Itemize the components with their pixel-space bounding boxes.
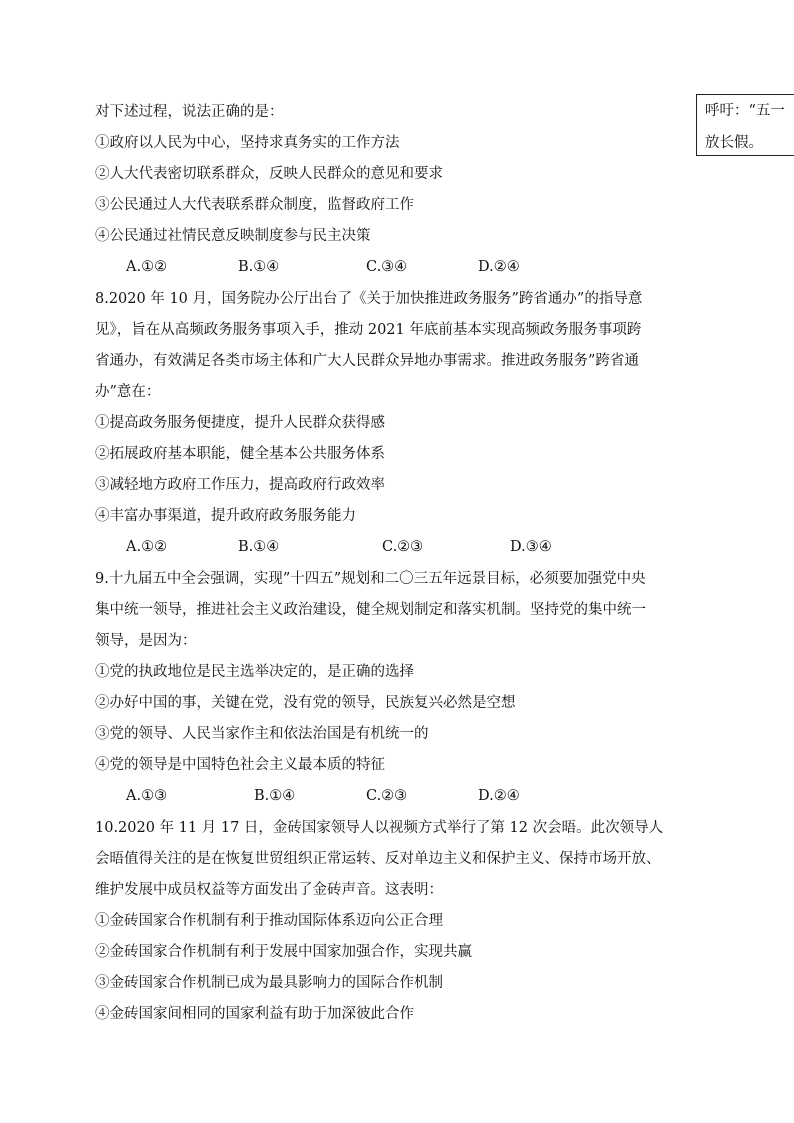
question-10-statement-3: ③金砖国家合作机制已成为最具影响力的国际合作机制 xyxy=(95,975,443,991)
question-7-statement-4: ④公民通过社情民意反映制度参与民主决策 xyxy=(95,228,371,244)
question-8-stem: 见》，旨在从高频政务服务事项入手，推动 2021 年底前基本实现高频政务服务事项跨 xyxy=(95,322,642,338)
question-9-stem: 集中统一领导，推进社会主义政治建设，健全规划制定和落实机制。坚持党的集中统一 xyxy=(95,602,646,618)
question-9-statement-1: ①党的执政地位是民主选举决定的，是正确的选择 xyxy=(95,664,414,680)
question-8-statement-1: ①提高政务服务便捷度，提升人民群众获得感 xyxy=(95,415,385,431)
question-10-statement-1: ①金砖国家合作机制有利于推动国际体系迈向公正合理 xyxy=(95,913,443,929)
sidebar-note-box xyxy=(696,94,794,156)
option-a[interactable]: A.①② xyxy=(126,259,168,275)
question-10-statement-2: ②金砖国家合作机制有利于发展中国家加强合作，实现共赢 xyxy=(95,944,472,960)
question-8-stem: 省通办，有效满足各类市场主体和广大人民群众异地办事需求。推进政务服务”跨省通 xyxy=(95,353,639,369)
question-10-stem: 维护发展中成员权益等方面发出了金砖声音。这表明： xyxy=(95,882,443,898)
question-9-stem: 9.十九届五中全会强调，实现”十四五”规划和二〇三五年远景目标，必须要加强党中央 xyxy=(95,571,646,587)
option-d[interactable]: D.③④ xyxy=(510,539,552,555)
question-8-stem: 办”意在： xyxy=(95,384,161,400)
question-9-statement-3: ③党的领导、人民当家作主和依法治国是有机统一的 xyxy=(95,726,429,742)
option-d[interactable]: D.②④ xyxy=(478,259,520,275)
option-b[interactable]: B.①④ xyxy=(238,539,280,555)
option-b[interactable]: B.①④ xyxy=(254,788,296,804)
question-10-statement-4: ④金砖国家间相同的国家利益有助于加深彼此合作 xyxy=(95,1006,414,1022)
option-c[interactable]: C.②③ xyxy=(382,539,424,555)
question-7-statement-1: ①政府以人民为中心，坚持求真务实的工作方法 xyxy=(95,135,400,151)
sidebar-note-line: 放长假。 xyxy=(705,135,763,151)
option-a[interactable]: A.①③ xyxy=(126,788,168,804)
option-c[interactable]: C.②③ xyxy=(366,788,408,804)
question-8-statement-3: ③减轻地方政府工作压力，提高政府行政效率 xyxy=(95,477,385,493)
option-b[interactable]: B.①④ xyxy=(238,259,280,275)
question-9-stem: 领导，是因为： xyxy=(95,633,197,649)
option-a[interactable]: A.①② xyxy=(126,539,168,555)
question-8-statement-4: ④丰富办事渠道，提升政府政务服务能力 xyxy=(95,508,356,524)
question-10-stem: 10.2020 年 11 月 17 日，金砖国家领导人以视频方式举行了第 12 次会晤。此次领导人 xyxy=(95,820,664,836)
question-8-stem: 8.2020 年 10 月，国务院办公厅出台了《关于加快推进政务服务”跨省通办”的指导意 xyxy=(95,291,643,307)
question-9-statement-4: ④党的领导是中国特色社会主义最本质的特征 xyxy=(95,757,385,773)
option-c[interactable]: C.③④ xyxy=(366,259,408,275)
question-7-statement-3: ③公民通过人大代表联系群众制度，监督政府工作 xyxy=(95,197,414,213)
question-9-options xyxy=(126,786,666,806)
question-10-stem: 会晤值得关注的是在恢复世贸组织正常运转、反对单边主义和保护主义、保持市场开放、 xyxy=(95,851,661,867)
question-7-options xyxy=(126,257,666,277)
question-7-statement-2: ②人大代表密切联系群众，反映人民群众的意见和要求 xyxy=(95,166,443,182)
option-d[interactable]: D.②④ xyxy=(478,788,520,804)
question-8-options xyxy=(126,537,666,557)
question-8-statement-2: ②拓展政府基本职能，健全基本公共服务体系 xyxy=(95,446,385,462)
sidebar-note-line: 呼吁：“五一 xyxy=(705,103,785,119)
question-7-stem: 对下述过程，说法正确的是： xyxy=(95,104,284,120)
question-9-statement-2: ②办好中国的事，关键在党，没有党的领导，民族复兴必然是空想 xyxy=(95,695,516,711)
